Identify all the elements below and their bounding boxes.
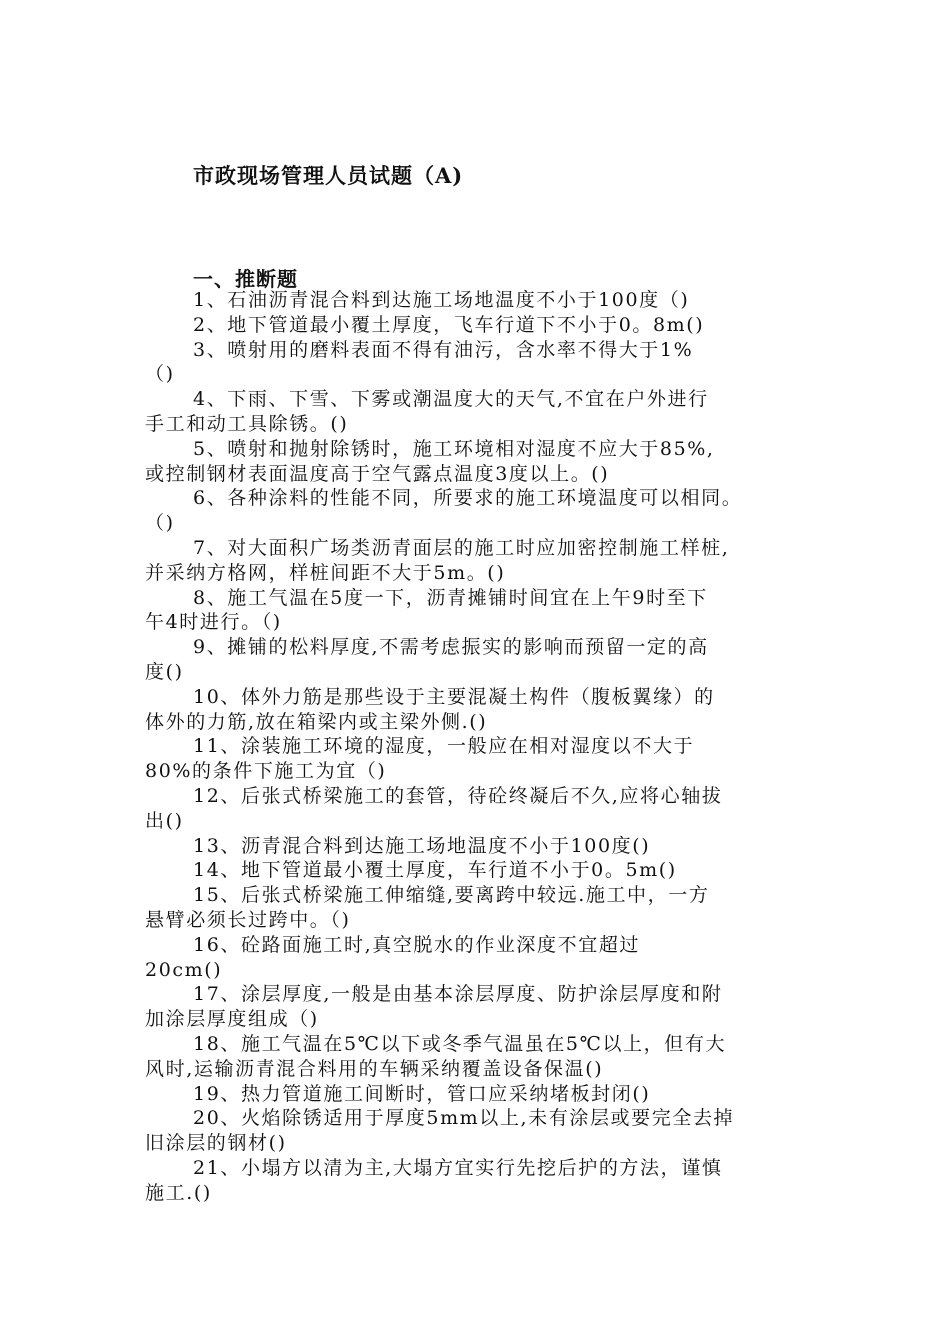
question-list	[145, 288, 817, 1205]
question-item	[145, 338, 817, 388]
question-item	[145, 437, 817, 487]
question-text: 7、对大面积广场类沥青面层的施工时应加密控制施工样桩,	[193, 536, 730, 559]
question-item	[145, 536, 817, 586]
question-text: 11、涂装施工环境的湿度，一般应在相对湿度以不大于	[193, 735, 695, 758]
question-text-continuation: （)	[145, 363, 175, 386]
question-text: 14、地下管道最小覆土厚度，车行道不小于0。5m()	[193, 859, 677, 882]
question-text-continuation: （)	[145, 512, 175, 535]
question-text: 18、施工气温在5℃以下或冬季气温虽在5℃以上，但有大	[193, 1032, 727, 1055]
question-text: 3、喷射用的磨料表面不得有油污，含水率不得大于1%	[193, 338, 694, 361]
question-text: 19、热力管道施工间断时，管口应采纳堵板封闭()	[193, 1082, 651, 1105]
question-text: 12、后张式桥梁施工的套管，待砼终凝后不久,应将心轴拔	[193, 784, 723, 807]
question-text: 13、沥青混合料到达施工场地温度不小于100度()	[193, 834, 651, 857]
question-item	[145, 586, 817, 636]
question-text: 6、各种涂料的性能不同，所要求的施工环境温度可以相同。	[193, 487, 743, 510]
question-text: 4、下雨、下雪、下雾或潮温度大的天气,不宜在户外进行	[193, 388, 709, 411]
question-item	[145, 858, 817, 883]
question-text-continuation: 悬臂必须长过跨中。（)	[145, 908, 351, 931]
question-item	[145, 1082, 817, 1107]
question-text: 20、火焰除锈适用于厚度5mm以上,未有涂层或要完全去掉	[193, 1107, 735, 1130]
document-title: 市政现场管理人员试题（A)	[193, 163, 464, 188]
question-text-continuation: 手工和动工具除锈。()	[145, 412, 349, 435]
question-item	[145, 933, 817, 983]
question-item	[145, 1106, 817, 1156]
question-text-continuation: 加涂层厚度组成（)	[145, 1008, 319, 1031]
question-text-continuation: 施工.()	[145, 1181, 212, 1204]
question-item	[145, 313, 817, 338]
question-text-continuation: 体外的力筋,放在箱梁内或主梁外侧.()	[145, 710, 488, 733]
question-text-continuation: 旧涂层的钢材()	[145, 1132, 287, 1155]
question-item	[145, 734, 817, 784]
question-text-continuation: 午4时进行。（)	[145, 611, 282, 634]
question-text: 9、摊铺的松料厚度,不需考虑振实的影响而预留一定的高	[193, 636, 709, 659]
question-text-continuation: 风时,运输沥青混合料用的车辆采纳覆盖设备保温()	[145, 1057, 604, 1080]
question-item	[145, 387, 817, 437]
question-item	[145, 685, 817, 735]
question-text: 2、地下管道最小覆土厚度，飞车行道下不小于0。8m()	[193, 313, 705, 336]
question-text: 5、喷射和抛射除锈时，施工环境相对湿度不应大于85%,	[193, 437, 715, 460]
question-item	[145, 486, 817, 536]
question-text: 1、石油沥青混合料到达施工场地温度不小于100度（)	[193, 289, 690, 311]
question-text: 16、砼路面施工时,真空脱水的作业深度不宜超过	[193, 933, 641, 956]
question-item	[145, 883, 817, 933]
section-heading: 一、推断题	[193, 267, 298, 291]
question-text-continuation: 出()	[145, 809, 184, 832]
question-item	[145, 1032, 817, 1082]
question-text-continuation: 并采纳方格网，样桩间距不大于5m。()	[145, 561, 506, 584]
question-text-continuation: 20cm()	[145, 958, 223, 981]
question-text: 21、小塌方以清为主,大塌方宜实行先挖后护的方法，谨慎	[193, 1156, 723, 1179]
question-text: 17、涂层厚度,一般是由基本涂层厚度、防护涂层厚度和附	[193, 983, 723, 1006]
question-item	[145, 1156, 817, 1206]
question-text-continuation: 或控制钢材表面温度高于空气露点温度3度以上。()	[145, 462, 610, 485]
question-text: 10、体外力筋是那些设于主要混凝土构件（腹板翼缘）的	[193, 685, 715, 708]
question-text-continuation: 80%的条件下施工为宜（)	[145, 760, 387, 783]
question-item	[145, 288, 817, 313]
question-text-continuation: 度()	[145, 660, 184, 683]
question-item	[145, 784, 817, 834]
question-item	[145, 982, 817, 1032]
question-text: 8、施工气温在5度一下，沥青摊铺时间宜在上午9时至下	[193, 586, 708, 609]
question-item	[145, 635, 817, 685]
question-item	[145, 834, 817, 859]
question-text: 15、后张式桥梁施工伸缩缝,要离跨中较远.施工中，一方	[193, 884, 710, 907]
